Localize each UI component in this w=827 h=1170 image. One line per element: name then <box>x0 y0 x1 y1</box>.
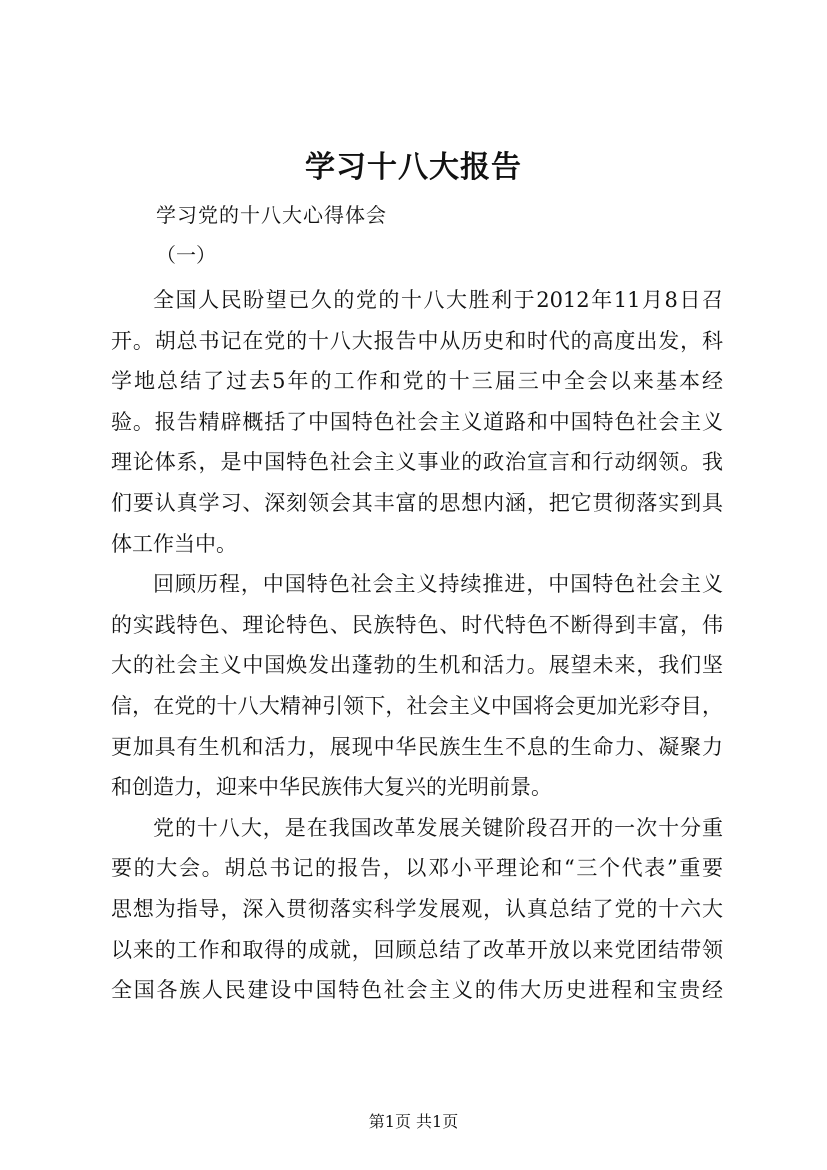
paragraph-3-line: 思想为指导，深入贯彻落实科学发展观，认真总结了党的十六大 <box>111 896 723 921</box>
body-text <box>111 280 723 1011</box>
paragraph-1-line: 体工作当中。 <box>111 531 237 556</box>
paragraph-3-line: 全国各族人民建设中国特色社会主义的伟大历史进程和宝贵经 <box>111 978 723 1003</box>
paragraph-1-line: 全国人民盼望已久的党的十八大胜利于2012年11月8日召 <box>153 288 723 312</box>
paragraph-1-line: 开。胡总书记在党的十八大报告中从历史和时代的高度出发，科 <box>111 328 723 353</box>
document-subtitle: 学习党的十八大心得体会 <box>156 203 387 227</box>
paragraph-1-line: 理论体系，是中国特色社会主义事业的政治宣言和行动纲领。我 <box>111 450 723 475</box>
paragraph-2-line: 的实践特色、理论特色、民族特色、时代特色不断得到丰富，伟 <box>111 612 723 637</box>
paragraph-3-line: 党的十八大，是在我国改革发展关键阶段召开的一次十分重 <box>153 815 723 840</box>
paragraph-3-line: 以来的工作和取得的成就，回顾总结了改革开放以来党团结带领 <box>111 937 723 962</box>
paragraph-2-line: 大的社会主义中国焕发出蓬勃的生机和活力。展望未来，我们坚 <box>111 653 723 678</box>
paragraph-2-line: 信，在党的十八大精神引领下，社会主义中国将会更加光彩夺目， <box>111 693 723 718</box>
paragraph-2-line: 更加具有生机和活力，展现中华民族生生不息的生命力、凝聚力 <box>111 734 723 759</box>
paragraph-1-line: 验。报告精辟概括了中国特色社会主义道路和中国特色社会主义 <box>111 409 723 434</box>
paragraph-2-line: 回顾历程，中国特色社会主义持续推进，中国特色社会主义 <box>153 572 723 597</box>
paragraph-3-line: 要的大会。胡总书记的报告，以邓小平理论和“三个代表”重要 <box>111 856 723 881</box>
paragraph-1-line: 们要认真学习、深刻领会其丰富的思想内涵，把它贯彻落实到具 <box>111 490 723 515</box>
section-number: （一） <box>156 243 216 267</box>
paragraph-2-line: 和创造力，迎来中华民族伟大复兴的光明前景。 <box>111 775 552 800</box>
paragraph-1-line: 学地总结了过去5年的工作和党的十三届三中全会以来基本经 <box>111 369 723 394</box>
document-title: 学习十八大报告 <box>305 150 522 185</box>
page-footer: 第1页 共1页 <box>368 1112 459 1131</box>
